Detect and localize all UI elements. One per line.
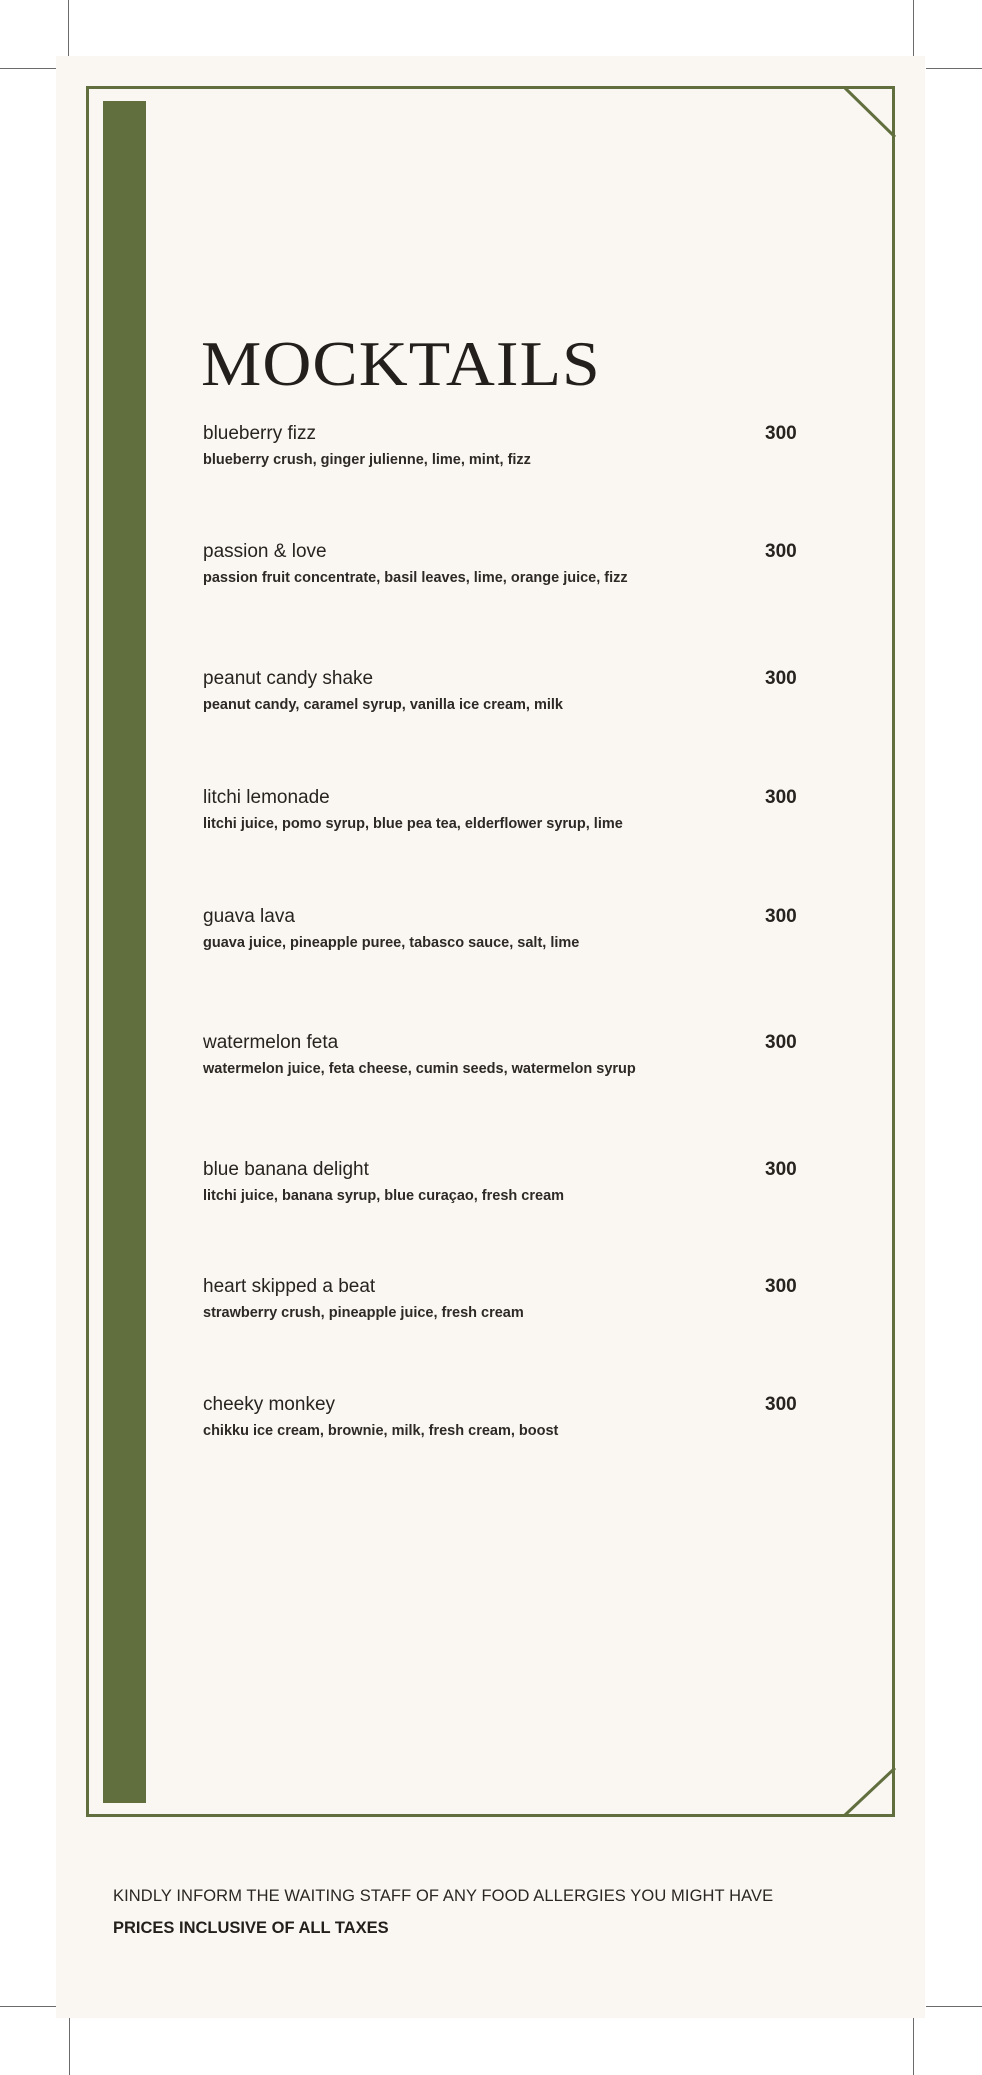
- item-description: chikku ice cream, brownie, milk, fresh cream, boost: [203, 1423, 559, 1439]
- item-description: peanut candy, caramel syrup, vanilla ice cream, milk: [203, 697, 563, 713]
- item-price: 300: [765, 906, 797, 927]
- item-name: peanut candy shake: [203, 668, 374, 689]
- crop-mark-bottom-right-horizontal: [926, 2006, 982, 2007]
- crop-mark-top-right-vertical: [913, 0, 914, 56]
- item-name: passion & love: [203, 541, 327, 562]
- crop-mark-bottom-left-horizontal: [0, 2006, 56, 2007]
- corner-fold-top-right-icon: [840, 84, 900, 144]
- item-price: 300: [765, 541, 797, 562]
- crop-mark-top-right-horizontal: [926, 68, 982, 69]
- crop-mark-bottom-left-vertical: [69, 2018, 70, 2075]
- menu-title: MOCKTAILS: [201, 327, 601, 399]
- item-price: 300: [765, 787, 797, 808]
- item-name: litchi lemonade: [203, 787, 330, 808]
- crop-mark-top-left-horizontal: [0, 68, 56, 69]
- item-name: blue banana delight: [203, 1159, 369, 1180]
- allergy-note: KINDLY INFORM THE WAITING STAFF OF ANY FOOD ALLERGIES YOU MIGHT HAVE: [113, 1887, 774, 1905]
- decorative-green-bar: [103, 101, 146, 1803]
- item-price: 300: [765, 1394, 797, 1415]
- corner-fold-bottom-right-icon: [840, 1762, 900, 1822]
- item-description: watermelon juice, feta cheese, cumin seeds, watermelon syrup: [203, 1061, 636, 1077]
- item-description: strawberry crush, pineapple juice, fresh cream: [203, 1305, 524, 1321]
- tax-note: PRICES INCLUSIVE OF ALL TAXES: [113, 1919, 389, 1937]
- item-name: heart skipped a beat: [203, 1276, 376, 1297]
- item-description: litchi juice, pomo syrup, blue pea tea, elderflower syrup, lime: [203, 816, 623, 832]
- item-description: litchi juice, banana syrup, blue curaçao, fresh cream: [203, 1188, 565, 1204]
- item-price: 300: [765, 1159, 797, 1180]
- crop-mark-top-left-vertical: [68, 0, 69, 56]
- item-name: cheeky monkey: [203, 1394, 336, 1415]
- item-name: guava lava: [203, 906, 295, 927]
- item-name: watermelon feta: [203, 1032, 339, 1053]
- crop-mark-bottom-right-vertical: [913, 2018, 914, 2075]
- item-price: 300: [765, 668, 797, 689]
- item-description: blueberry crush, ginger julienne, lime, mint, fizz: [203, 452, 531, 468]
- item-price: 300: [765, 1032, 797, 1053]
- item-name: blueberry fizz: [203, 423, 316, 444]
- item-description: guava juice, pineapple puree, tabasco sauce, salt, lime: [203, 935, 580, 951]
- item-description: passion fruit concentrate, basil leaves, lime, orange juice, fizz: [203, 570, 628, 586]
- item-price: 300: [765, 423, 797, 444]
- item-price: 300: [765, 1276, 797, 1297]
